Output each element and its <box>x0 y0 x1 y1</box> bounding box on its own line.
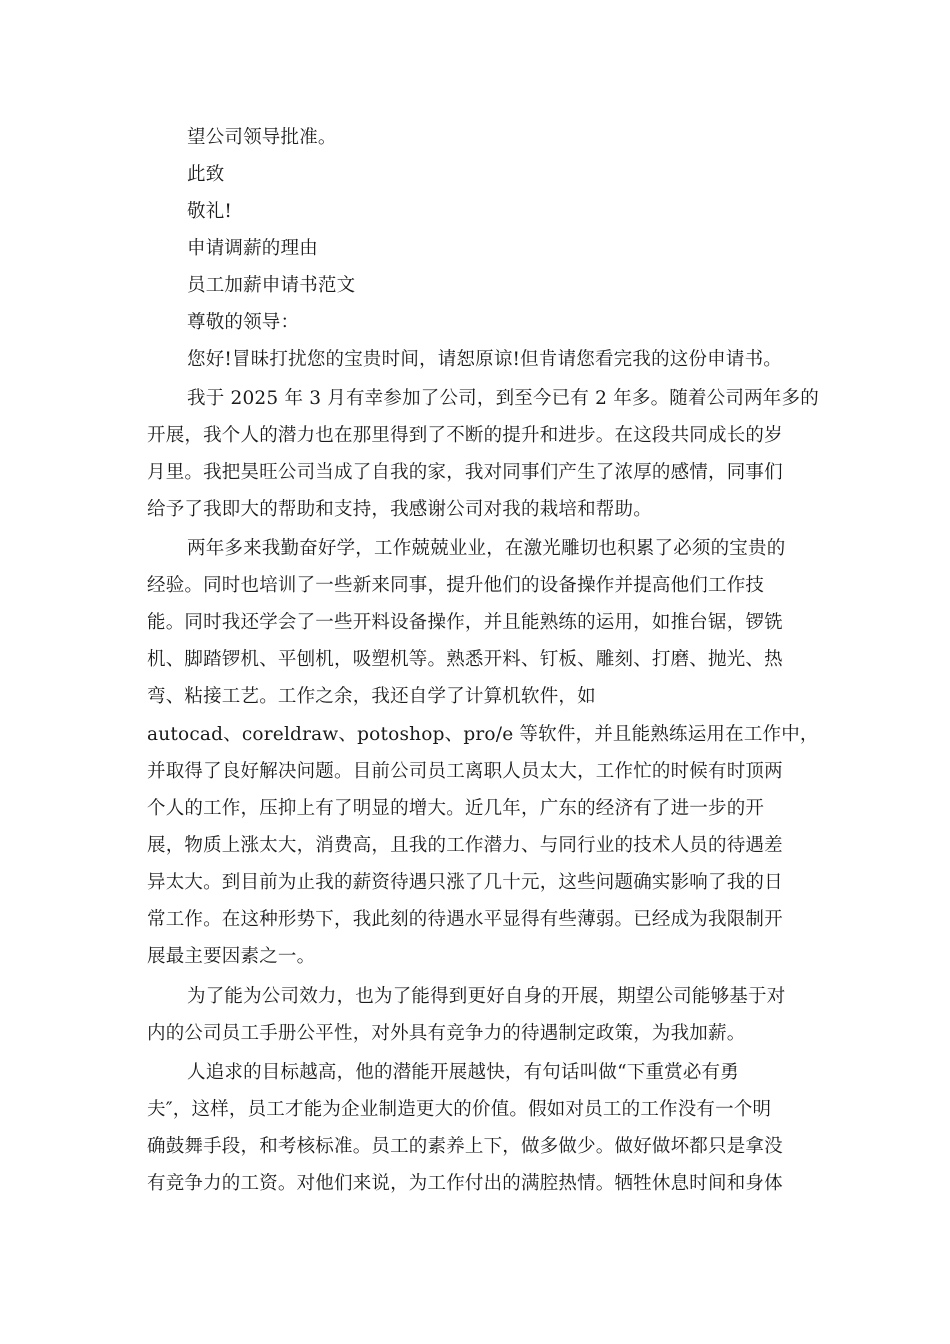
text-line: 两年多来我勤奋好学，工作兢兢业业，在激光雕切也积累了必须的宝贵的 <box>187 538 786 559</box>
text-line: 给予了我即大的帮助和支持，我感谢公司对我的栽培和帮助。 <box>147 499 652 520</box>
text-line: 为了能为公司效力，也为了能得到更好自身的开展，期望公司能够基于对 <box>187 986 786 1007</box>
text-line: 此致 <box>187 164 225 185</box>
text-line: 人追求的目标越高，他的潜能开展越快，有句话叫做“下重赏必有勇 <box>187 1062 739 1083</box>
text-line: autocad、coreldraw、potoshop、pro/e 等软件，并且能熟练运用在工作中， <box>147 724 819 745</box>
text-line: 个人的工作，压抑上有了明显的增大。近几年，广东的经济有了进一步的开 <box>147 798 765 819</box>
text-line: 能。同时我还学会了一些开料设备操作，并且能熟练的运用，如推台锯，锣铣 <box>147 612 783 633</box>
text-line: 望公司领导批准。 <box>187 127 337 148</box>
text-line: 我于 2025 年 3 月有幸参加了公司，到至今已有 2 年多。随着公司两年多的 <box>187 388 819 409</box>
text-line: 并取得了良好解决问题。目前公司员工离职人员太大，工作忙的时候有时顶两 <box>147 761 783 782</box>
text-line: 展最主要因素之一。 <box>147 946 316 967</box>
text-line: 弯、粘接工艺。工作之余，我还自学了计算机软件，如 <box>147 686 596 707</box>
text-line: 您好!冒昧打扰您的宝贵时间，请恕原谅!但肯请您看完我的这份申请书。 <box>187 349 782 370</box>
text-line: 尊敬的领导： <box>187 312 300 333</box>
text-line: 有竞争力的工资。对他们来说，为工作付出的满腔热情。牺牲休息时间和身体 <box>147 1173 783 1194</box>
text-line: 展，物质上涨太大，消费高，且我的工作潜力、与同行业的技术人员的待遇差 <box>147 835 783 856</box>
text-line: 月里。我把昊旺公司当成了自我的家，我对同事们产生了浓厚的感情，同事们 <box>147 462 783 483</box>
text-line: 常工作。在这种形势下，我此刻的待遇水平显得有些薄弱。已经成为我限制开 <box>147 909 783 930</box>
text-line: 机、脚踏锣机、平刨机，吸塑机等。熟悉开料、钉板、雕刻、打磨、抛光、热 <box>147 649 783 670</box>
text-line: 确鼓舞手段，和考核标准。员工的素养上下，做多做少。做好做坏都只是拿没 <box>147 1136 783 1157</box>
text-line: 员工加薪申请书范文 <box>187 275 356 296</box>
text-line: 开展，我个人的潜力也在那里得到了不断的提升和进步。在这段共同成长的岁 <box>147 425 783 446</box>
text-line: 敬礼! <box>187 201 233 222</box>
text-line: 夫″，这样，员工才能为企业制造更大的价值。假如对员工的工作没有一个明 <box>147 1099 772 1120</box>
text-line: 申请调薪的理由 <box>187 238 318 259</box>
text-line: 异太大。到目前为止我的薪资待遇只涨了几十元，这些问题确实影响了我的日 <box>147 872 783 893</box>
text-line: 内的公司员工手册公平性，对外具有竞争力的待遇制定政策，为我加薪。 <box>147 1023 746 1044</box>
text-line: 经验。同时也培训了一些新来同事，提升他们的设备操作并提高他们工作技 <box>147 575 765 596</box>
